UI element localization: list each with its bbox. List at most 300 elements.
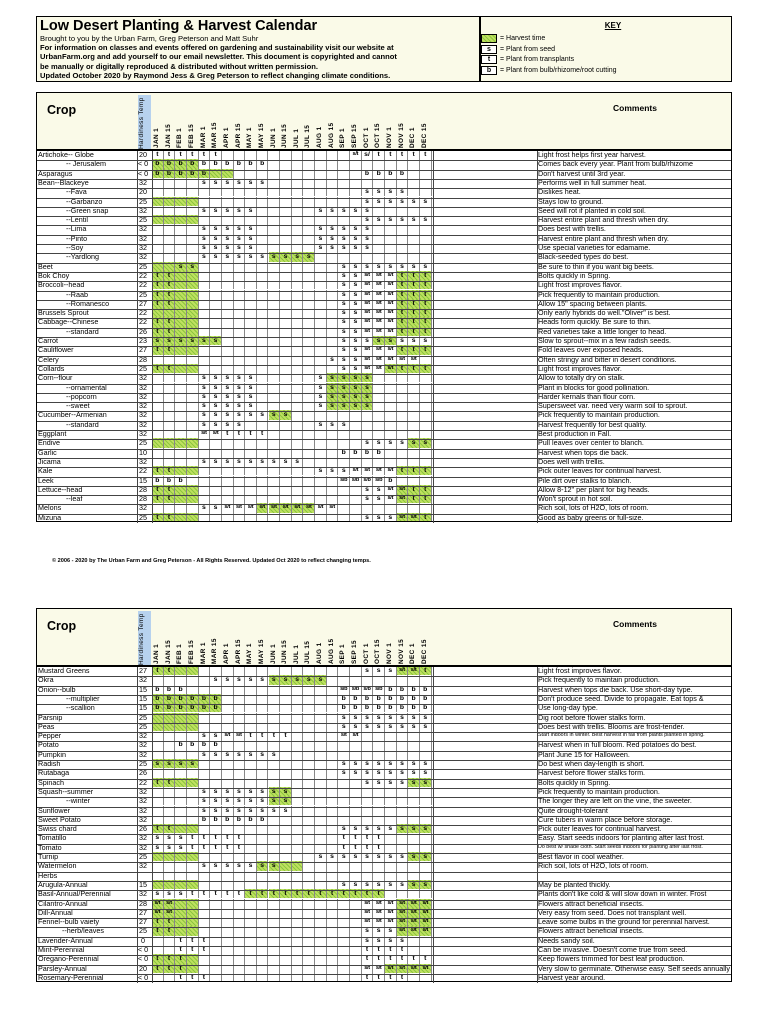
calendar-cell bbox=[234, 740, 246, 749]
calendar-cell bbox=[152, 503, 164, 512]
calendar-cell bbox=[257, 936, 269, 945]
harvest-cell: b bbox=[164, 169, 176, 178]
calendar-cell bbox=[210, 852, 222, 861]
hardiness-temp: 25 bbox=[139, 438, 147, 448]
calendar-cell bbox=[303, 833, 315, 842]
hardiness-temp: 22 bbox=[139, 466, 147, 476]
calendar-cell: s bbox=[338, 880, 350, 889]
calendar-cell bbox=[327, 476, 339, 485]
calendar-cell: s bbox=[420, 722, 432, 731]
harvest-cell bbox=[152, 880, 164, 889]
calendar-cell: s bbox=[362, 206, 374, 215]
calendar-cell bbox=[327, 308, 339, 317]
calendar-cell: s bbox=[362, 926, 374, 935]
calendar-cell: b bbox=[222, 159, 234, 168]
calendar-cell: s bbox=[175, 833, 187, 842]
calendar-cell bbox=[385, 457, 397, 466]
harvest-cell: s/t bbox=[385, 364, 397, 373]
calendar-cell: s bbox=[199, 750, 211, 759]
calendar-cell bbox=[234, 964, 246, 973]
crop-name: --herb/leaves bbox=[62, 926, 104, 936]
calendar-cell bbox=[292, 694, 304, 703]
crop-name: --standard bbox=[66, 419, 99, 429]
harvest-cell: t bbox=[408, 299, 420, 308]
harvest-cell: t bbox=[397, 317, 409, 326]
calendar-cell bbox=[420, 392, 432, 401]
calendar-cell: s/t bbox=[362, 345, 374, 354]
calendar-cell bbox=[408, 243, 420, 252]
calendar-cell bbox=[280, 466, 292, 475]
calendar-cell bbox=[315, 899, 327, 908]
calendar-cell: s bbox=[245, 806, 257, 815]
harvest-cell: t bbox=[152, 926, 164, 935]
hardiness-temp: 22 bbox=[139, 270, 147, 280]
harvest-cell: t bbox=[397, 466, 409, 475]
calendar-cell: t bbox=[210, 833, 222, 842]
calendar-cell bbox=[292, 917, 304, 926]
calendar-cell bbox=[292, 964, 304, 973]
calendar-cell bbox=[385, 843, 397, 852]
calendar-cell: s bbox=[408, 713, 420, 722]
calendar-cell: s bbox=[234, 373, 246, 382]
crop-comment: Good as baby greens or full-size. bbox=[538, 512, 644, 522]
calendar-cell bbox=[245, 703, 257, 712]
calendar-cell bbox=[187, 234, 199, 243]
calendar-cell bbox=[373, 429, 385, 438]
calendar-cell bbox=[187, 815, 199, 824]
calendar-cell bbox=[269, 197, 281, 206]
calendar-cell: t bbox=[175, 150, 187, 159]
calendar-cell bbox=[199, 964, 211, 973]
calendar-cell bbox=[315, 169, 327, 178]
calendar-cell bbox=[350, 871, 362, 880]
crop-name: Lettuce--head bbox=[38, 484, 83, 494]
calendar-cell: t bbox=[362, 954, 374, 963]
crop-comment: Use special varieties for edamame. bbox=[538, 243, 651, 252]
crop-name: Pepper bbox=[38, 731, 62, 741]
calendar-cell: s/t bbox=[373, 327, 385, 336]
calendar-cell bbox=[210, 917, 222, 926]
table-row bbox=[36, 861, 732, 870]
calendar-cell: t bbox=[338, 843, 350, 852]
calendar-cell bbox=[269, 234, 281, 243]
crop-comment: Easy. Start seeds indoors for planting after last frost. bbox=[538, 833, 705, 843]
calendar-cell bbox=[257, 336, 269, 345]
calendar-cell bbox=[303, 973, 315, 982]
key-label: = Plant from bulb/rhizome/root cutting bbox=[500, 66, 617, 74]
calendar-cell bbox=[303, 290, 315, 299]
calendar-cell bbox=[269, 899, 281, 908]
calendar-cell bbox=[280, 392, 292, 401]
calendar-cell: b bbox=[175, 740, 187, 749]
calendar-cell: s bbox=[362, 824, 374, 833]
calendar-cell bbox=[420, 252, 432, 261]
calendar-cell bbox=[280, 494, 292, 503]
calendar-cell: b bbox=[245, 159, 257, 168]
calendar-cell: s bbox=[373, 824, 385, 833]
calendar-cell bbox=[152, 410, 164, 419]
calendar-cell: s bbox=[257, 675, 269, 684]
calendar-cell bbox=[338, 936, 350, 945]
calendar-cell: s bbox=[222, 383, 234, 392]
harvest-cell: t bbox=[397, 271, 409, 280]
calendar-cell bbox=[234, 936, 246, 945]
calendar-cell bbox=[327, 926, 339, 935]
harvest-cell: s/t bbox=[408, 513, 420, 522]
calendar-cell bbox=[397, 383, 409, 392]
crop-name: Leek bbox=[38, 475, 54, 485]
month-column-header: OCT 15 bbox=[374, 639, 382, 664]
calendar-cell: s bbox=[385, 852, 397, 861]
harvest-cell: t bbox=[257, 889, 269, 898]
month-column-header: FEB 15 bbox=[187, 639, 195, 664]
month-column-header: APR 15 bbox=[234, 123, 242, 148]
month-column-header: JUN 15 bbox=[281, 639, 289, 664]
calendar-cell bbox=[292, 485, 304, 494]
calendar-cell bbox=[315, 666, 327, 675]
table-row bbox=[36, 964, 732, 973]
calendar-cell bbox=[385, 806, 397, 815]
harvest-cell: s bbox=[350, 401, 362, 410]
harvest-cell bbox=[187, 280, 199, 289]
harvest-cell: t bbox=[408, 317, 420, 326]
calendar-cell bbox=[164, 392, 176, 401]
month-column-header: JUN 1 bbox=[269, 643, 277, 664]
calendar-cell: s bbox=[280, 457, 292, 466]
calendar-cell: s bbox=[315, 420, 327, 429]
calendar-cell: s bbox=[373, 215, 385, 224]
calendar-cell bbox=[303, 926, 315, 935]
crop-comment: Dig root before flower stalks form. bbox=[538, 712, 646, 722]
crop-name: Lavender-Annual bbox=[38, 935, 93, 945]
calendar-cell bbox=[187, 383, 199, 392]
calendar-cell: b bbox=[257, 159, 269, 168]
harvest-cell: s bbox=[280, 796, 292, 805]
calendar-cell bbox=[408, 476, 420, 485]
calendar-cell bbox=[187, 401, 199, 410]
calendar-cell bbox=[292, 355, 304, 364]
calendar-cell: b bbox=[199, 815, 211, 824]
calendar-cell bbox=[245, 917, 257, 926]
crop-comment: Light frost helps first year harvest. bbox=[538, 150, 646, 159]
calendar-cell: s bbox=[245, 410, 257, 419]
calendar-cell: s bbox=[420, 262, 432, 271]
calendar-cell: s bbox=[222, 675, 234, 684]
calendar-cell: s bbox=[397, 722, 409, 731]
calendar-cell: s bbox=[257, 806, 269, 815]
calendar-cell bbox=[315, 252, 327, 261]
calendar-cell bbox=[199, 852, 211, 861]
calendar-cell bbox=[175, 871, 187, 880]
harvest-cell bbox=[152, 713, 164, 722]
calendar-cell: s bbox=[350, 224, 362, 233]
calendar-cell bbox=[234, 666, 246, 675]
hardiness-temp: 28 bbox=[139, 494, 147, 504]
calendar-cell bbox=[222, 871, 234, 880]
calendar-cell bbox=[222, 694, 234, 703]
harvest-cell: s bbox=[420, 824, 432, 833]
calendar-cell: s/t bbox=[350, 731, 362, 740]
harvest-cell: s/t bbox=[385, 964, 397, 973]
calendar-cell bbox=[269, 778, 281, 787]
table-row bbox=[36, 420, 732, 429]
calendar-cell: s bbox=[362, 215, 374, 224]
harvest-cell: s bbox=[408, 438, 420, 447]
calendar-cell bbox=[187, 806, 199, 815]
key-row bbox=[481, 34, 731, 44]
calendar-cell: b bbox=[385, 169, 397, 178]
calendar-cell: s bbox=[210, 675, 222, 684]
calendar-cell bbox=[222, 327, 234, 336]
calendar-cell: t bbox=[234, 889, 246, 898]
calendar-cell bbox=[327, 252, 339, 261]
calendar-cell bbox=[338, 159, 350, 168]
calendar-cell: s bbox=[327, 355, 339, 364]
calendar-cell bbox=[327, 215, 339, 224]
calendar-cell: s bbox=[199, 178, 211, 187]
calendar-cell bbox=[385, 178, 397, 187]
calendar-cell bbox=[257, 954, 269, 963]
calendar-cell: s bbox=[350, 317, 362, 326]
calendar-cell bbox=[338, 973, 350, 982]
calendar-cell: s bbox=[222, 796, 234, 805]
calendar-cell bbox=[280, 383, 292, 392]
calendar-cell: s/t bbox=[385, 355, 397, 364]
calendar-cell: s/t bbox=[222, 503, 234, 512]
harvest-cell: t bbox=[164, 364, 176, 373]
calendar-cell bbox=[303, 355, 315, 364]
calendar-cell bbox=[187, 178, 199, 187]
calendar-cell: s bbox=[397, 215, 409, 224]
calendar-cell bbox=[397, 815, 409, 824]
calendar-cell bbox=[408, 843, 420, 852]
harvest-cell: s/t bbox=[420, 917, 432, 926]
calendar-cell bbox=[292, 908, 304, 917]
calendar-cell: s bbox=[338, 290, 350, 299]
calendar-cell: s bbox=[385, 713, 397, 722]
calendar-cell: s bbox=[245, 243, 257, 252]
calendar-cell bbox=[280, 336, 292, 345]
calendar-cell bbox=[199, 722, 211, 731]
calendar-cell: s/t bbox=[245, 503, 257, 512]
calendar-cell: t bbox=[373, 833, 385, 842]
calendar-cell bbox=[234, 355, 246, 364]
calendar-cell: t bbox=[199, 936, 211, 945]
calendar-cell bbox=[234, 824, 246, 833]
calendar-cell: s bbox=[350, 722, 362, 731]
calendar-cell bbox=[269, 722, 281, 731]
month-column-header: OCT 1 bbox=[362, 127, 370, 148]
calendar-cell: s bbox=[350, 768, 362, 777]
harvest-cell: t bbox=[164, 926, 176, 935]
calendar-cell bbox=[210, 345, 222, 354]
calendar-cell bbox=[257, 364, 269, 373]
calendar-cell bbox=[315, 722, 327, 731]
calendar-cell bbox=[292, 290, 304, 299]
calendar-cell bbox=[408, 178, 420, 187]
calendar-cell bbox=[152, 429, 164, 438]
calendar-cell bbox=[280, 713, 292, 722]
harvest-cell bbox=[187, 778, 199, 787]
calendar-cell: s bbox=[350, 824, 362, 833]
calendar-cell bbox=[269, 317, 281, 326]
calendar-cell bbox=[269, 215, 281, 224]
crop-name: Fennel--bulb vaiety bbox=[38, 917, 100, 927]
month-column-header: SEP 15 bbox=[351, 640, 359, 664]
harvest-cell: s bbox=[362, 392, 374, 401]
calendar-cell bbox=[222, 355, 234, 364]
calendar-cell bbox=[257, 392, 269, 401]
calendar-cell bbox=[303, 262, 315, 271]
harvest-cell bbox=[187, 666, 199, 675]
key-symbol: t bbox=[481, 55, 497, 64]
calendar-cell: b bbox=[362, 694, 374, 703]
harvest-cell bbox=[152, 852, 164, 861]
calendar-cell: s/t bbox=[362, 280, 374, 289]
calendar-cell: s bbox=[257, 410, 269, 419]
calendar-cell bbox=[338, 215, 350, 224]
calendar-cell bbox=[234, 336, 246, 345]
calendar-cell: s bbox=[350, 280, 362, 289]
harvest-cell: s bbox=[420, 438, 432, 447]
calendar-cell: s bbox=[385, 778, 397, 787]
calendar-cell bbox=[222, 917, 234, 926]
hardiness-temp: 32 bbox=[139, 503, 147, 513]
calendar-cell: s bbox=[210, 224, 222, 233]
crop-comment: Very slow to germinate. Otherwise easy. Self seeds annually bbox=[538, 963, 731, 973]
calendar-cell bbox=[397, 224, 409, 233]
calendar-cell: s/t bbox=[362, 355, 374, 364]
calendar-cell bbox=[292, 336, 304, 345]
harvest-cell: s bbox=[338, 383, 350, 392]
calendar-cell bbox=[269, 908, 281, 917]
harvest-cell bbox=[187, 485, 199, 494]
calendar-cell bbox=[269, 973, 281, 982]
calendar-cell bbox=[222, 703, 234, 712]
calendar-cell bbox=[152, 420, 164, 429]
calendar-cell bbox=[362, 252, 374, 261]
calendar-cell bbox=[327, 899, 339, 908]
calendar-cell bbox=[164, 252, 176, 261]
calendar-cell bbox=[420, 861, 432, 870]
hardiness-temp: 32 bbox=[139, 391, 147, 401]
calendar-cell: s bbox=[210, 234, 222, 243]
calendar-cell bbox=[187, 224, 199, 233]
harvest-cell bbox=[175, 899, 187, 908]
calendar-cell bbox=[257, 476, 269, 485]
calendar-cell bbox=[292, 685, 304, 694]
crop-name: Watermelon bbox=[38, 861, 77, 871]
calendar-cell: s bbox=[420, 768, 432, 777]
calendar-cell bbox=[222, 954, 234, 963]
table-row bbox=[36, 513, 732, 522]
calendar-cell: s bbox=[234, 243, 246, 252]
table-row bbox=[36, 722, 732, 731]
calendar-cell: s bbox=[210, 373, 222, 382]
calendar-cell bbox=[175, 675, 187, 684]
harvest-cell: s/t bbox=[397, 485, 409, 494]
calendar-cell: s bbox=[245, 861, 257, 870]
calendar-cell: t bbox=[373, 973, 385, 982]
harvest-cell: t bbox=[152, 964, 164, 973]
calendar-cell bbox=[315, 345, 327, 354]
calendar-cell bbox=[269, 429, 281, 438]
calendar-cell: s bbox=[362, 262, 374, 271]
crop-name: --scallion bbox=[66, 703, 95, 713]
calendar-cell bbox=[175, 355, 187, 364]
calendar-cell bbox=[303, 206, 315, 215]
calendar-cell: t bbox=[245, 429, 257, 438]
calendar-cell bbox=[269, 824, 281, 833]
calendar-cell bbox=[420, 355, 432, 364]
crop-name: --Lentil bbox=[66, 215, 88, 225]
calendar-cell: s bbox=[338, 234, 350, 243]
calendar-cell bbox=[222, 476, 234, 485]
harvest-cell: t bbox=[315, 889, 327, 898]
calendar-cell: s bbox=[338, 317, 350, 326]
calendar-cell bbox=[303, 666, 315, 675]
harvest-cell: s bbox=[280, 252, 292, 261]
calendar-cell bbox=[269, 206, 281, 215]
calendar-cell bbox=[420, 178, 432, 187]
crop-comment: Rich soil, lots of H2O, lots of room. bbox=[538, 861, 649, 871]
harvest-cell: t bbox=[152, 280, 164, 289]
harvest-cell bbox=[164, 722, 176, 731]
calendar-cell bbox=[315, 861, 327, 870]
calendar-cell bbox=[280, 438, 292, 447]
calendar-cell bbox=[327, 169, 339, 178]
hardiness-temp: 32 bbox=[139, 373, 147, 383]
calendar-cell bbox=[292, 234, 304, 243]
crop-comment: Pick outer leaves for continual harvest. bbox=[538, 824, 662, 834]
calendar-cell bbox=[315, 824, 327, 833]
calendar-cell: s/t bbox=[362, 317, 374, 326]
hardiness-temp: 15 bbox=[139, 693, 147, 703]
crop-comment: Often stringy and bitter in desert conditions. bbox=[538, 354, 677, 364]
calendar-cell bbox=[315, 448, 327, 457]
calendar-cell: b bbox=[420, 694, 432, 703]
calendar-cell: s bbox=[373, 262, 385, 271]
calendar-cell bbox=[315, 197, 327, 206]
calendar-cell bbox=[222, 964, 234, 973]
month-column-header: JUL 15 bbox=[304, 124, 312, 148]
calendar-cell bbox=[257, 824, 269, 833]
calendar-cell bbox=[187, 243, 199, 252]
calendar-cell: s bbox=[362, 722, 374, 731]
month-column-header: OCT 15 bbox=[374, 123, 382, 148]
calendar-cell: t bbox=[164, 150, 176, 159]
harvest-cell: t bbox=[175, 964, 187, 973]
crop-name: Endive bbox=[38, 438, 60, 448]
calendar-cell bbox=[245, 327, 257, 336]
calendar-cell bbox=[234, 448, 246, 457]
crop-comment: Keep flowers trimmed for best leaf production. bbox=[538, 954, 685, 964]
table-row bbox=[36, 954, 732, 963]
header-info-1: For information on classes and events offered on gardening and sustainability visit our website at bbox=[40, 43, 394, 53]
harvest-cell bbox=[187, 364, 199, 373]
calendar-cell: t bbox=[397, 150, 409, 159]
calendar-cell: s bbox=[338, 271, 350, 280]
comments-column-header: Comments bbox=[613, 103, 657, 113]
calendar-cell bbox=[315, 159, 327, 168]
calendar-cell: s/t bbox=[385, 271, 397, 280]
calendar-cell: s bbox=[373, 880, 385, 889]
calendar-cell: s/b bbox=[362, 476, 374, 485]
calendar-cell bbox=[222, 187, 234, 196]
calendar-cell: t bbox=[338, 833, 350, 842]
calendar-cell bbox=[210, 290, 222, 299]
calendar-cell: s bbox=[210, 457, 222, 466]
